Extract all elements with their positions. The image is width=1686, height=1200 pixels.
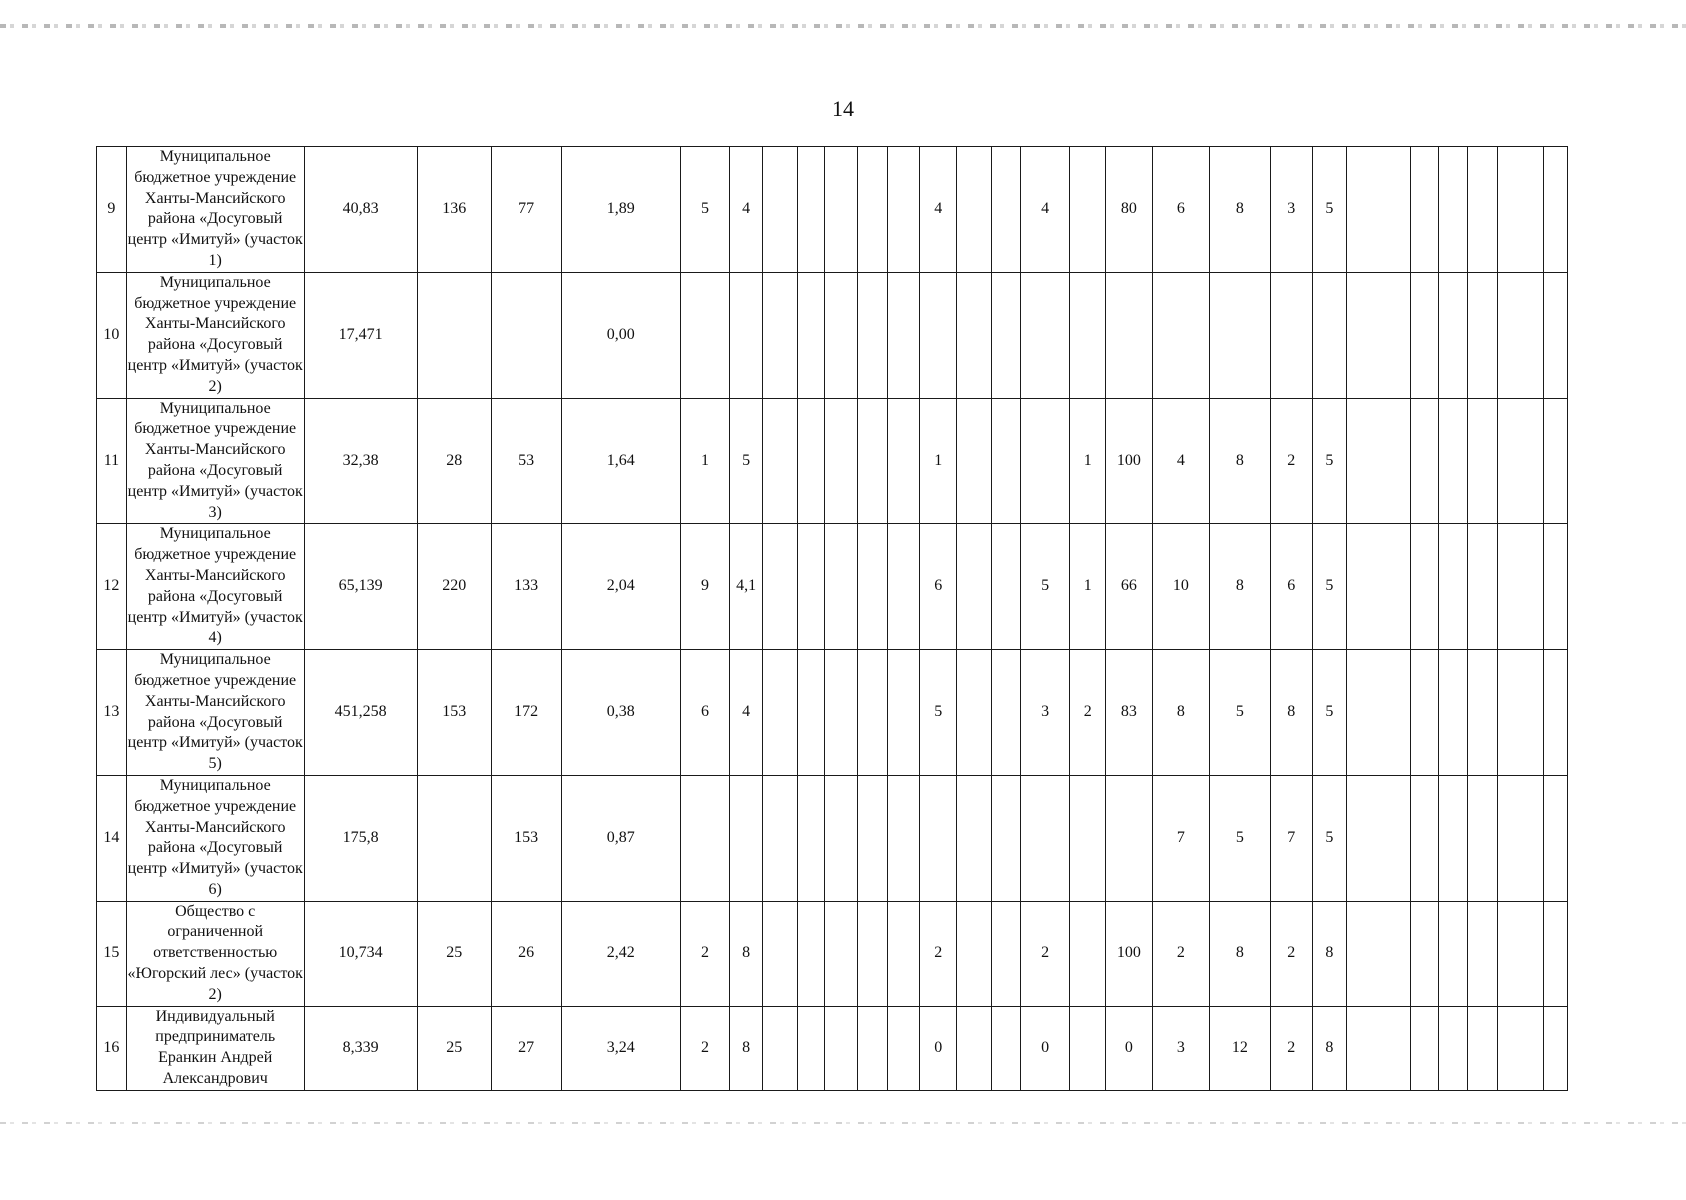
value-cell: 2 [1270, 901, 1312, 1006]
value-cell [1439, 147, 1468, 273]
value-cell: 153 [417, 650, 491, 776]
value-cell: 3 [1152, 1006, 1210, 1090]
value-cell [957, 524, 992, 650]
value-cell [824, 272, 857, 398]
value-cell [888, 901, 920, 1006]
value-cell: 1,89 [561, 147, 680, 273]
organization-name-cell: Индивидуальный предприниматель Еранкин Андрей Александрович [126, 1006, 304, 1090]
value-cell: 10,734 [304, 901, 417, 1006]
value-cell [1410, 272, 1439, 398]
value-cell [888, 398, 920, 524]
row-number-cell: 16 [97, 1006, 127, 1090]
value-cell [797, 147, 824, 273]
value-cell [1346, 1006, 1410, 1090]
data-table [96, 146, 1568, 1091]
value-cell [1497, 524, 1543, 650]
value-cell [857, 524, 888, 650]
row-number-cell: 11 [97, 398, 127, 524]
value-cell: 2 [1270, 398, 1312, 524]
value-cell: 77 [491, 147, 561, 273]
value-cell: 0,00 [561, 272, 680, 398]
value-cell [730, 775, 763, 901]
value-cell: 5 [1312, 650, 1346, 776]
value-cell: 5 [1312, 147, 1346, 273]
value-cell [824, 147, 857, 273]
value-cell [763, 1006, 798, 1090]
value-cell [1544, 775, 1568, 901]
value-cell [857, 147, 888, 273]
value-cell [1106, 272, 1152, 398]
value-cell [1410, 398, 1439, 524]
value-cell: 7 [1270, 775, 1312, 901]
value-cell [1346, 147, 1410, 273]
value-cell: 2 [1270, 1006, 1312, 1090]
value-cell: 3,24 [561, 1006, 680, 1090]
value-cell [857, 775, 888, 901]
value-cell: 65,139 [304, 524, 417, 650]
value-cell: 10 [1152, 524, 1210, 650]
value-cell [957, 1006, 992, 1090]
value-cell [1346, 398, 1410, 524]
value-cell: 2 [680, 901, 729, 1006]
value-cell [888, 1006, 920, 1090]
value-cell [730, 272, 763, 398]
value-cell [992, 901, 1021, 1006]
value-cell: 8 [1312, 1006, 1346, 1090]
value-cell: 83 [1106, 650, 1152, 776]
table-row [97, 901, 1568, 1006]
value-cell [920, 775, 957, 901]
value-cell [1439, 1006, 1468, 1090]
value-cell [824, 1006, 857, 1090]
value-cell [992, 398, 1021, 524]
value-cell: 4 [730, 650, 763, 776]
value-cell [857, 650, 888, 776]
table-row [97, 147, 1568, 273]
value-cell: 0 [1106, 1006, 1152, 1090]
value-cell [763, 272, 798, 398]
value-cell: 5 [1210, 650, 1271, 776]
value-cell [763, 398, 798, 524]
value-cell: 8 [1270, 650, 1312, 776]
value-cell [992, 1006, 1021, 1090]
value-cell: 3 [1270, 147, 1312, 273]
value-cell [680, 775, 729, 901]
value-cell [491, 272, 561, 398]
value-cell [1410, 775, 1439, 901]
value-cell [888, 650, 920, 776]
value-cell [763, 524, 798, 650]
scan-edge-bottom [0, 1122, 1686, 1124]
value-cell [1020, 272, 1069, 398]
value-cell: 25 [417, 1006, 491, 1090]
value-cell: 4 [1020, 147, 1069, 273]
value-cell: 1 [1070, 524, 1106, 650]
value-cell [1468, 524, 1498, 650]
value-cell: 5 [1020, 524, 1069, 650]
value-cell: 8 [730, 901, 763, 1006]
value-cell [1544, 147, 1568, 273]
value-cell [763, 901, 798, 1006]
value-cell: 0,38 [561, 650, 680, 776]
value-cell [1410, 650, 1439, 776]
value-cell [1497, 775, 1543, 901]
value-cell [992, 147, 1021, 273]
value-cell: 1 [1070, 398, 1106, 524]
value-cell [1439, 272, 1468, 398]
value-cell [1346, 901, 1410, 1006]
value-cell: 5 [730, 398, 763, 524]
value-cell: 5 [1312, 775, 1346, 901]
value-cell: 6 [920, 524, 957, 650]
value-cell [797, 1006, 824, 1090]
value-cell [763, 650, 798, 776]
value-cell: 2 [920, 901, 957, 1006]
value-cell [1346, 775, 1410, 901]
value-cell [1468, 398, 1498, 524]
value-cell: 17,471 [304, 272, 417, 398]
value-cell: 1 [920, 398, 957, 524]
value-cell [824, 775, 857, 901]
value-cell [797, 272, 824, 398]
row-number-cell: 9 [97, 147, 127, 273]
value-cell [797, 398, 824, 524]
row-number-cell: 13 [97, 650, 127, 776]
organization-name-cell: Муниципальное бюджетное учреждение Ханты-Мансийского района «Досуговый центр «Имитуй» (участок 3) [126, 398, 304, 524]
value-cell: 0,87 [561, 775, 680, 901]
value-cell [1439, 650, 1468, 776]
value-cell [1468, 147, 1498, 273]
value-cell: 133 [491, 524, 561, 650]
row-number-cell: 15 [97, 901, 127, 1006]
value-cell [1439, 524, 1468, 650]
value-cell: 4 [1152, 398, 1210, 524]
value-cell [824, 524, 857, 650]
value-cell: 28 [417, 398, 491, 524]
value-cell: 100 [1106, 901, 1152, 1006]
value-cell [1468, 1006, 1498, 1090]
value-cell [1020, 775, 1069, 901]
value-cell [1544, 650, 1568, 776]
value-cell [920, 272, 957, 398]
value-cell [1544, 524, 1568, 650]
value-cell [1346, 272, 1410, 398]
organization-name-cell: Общество с ограниченной ответственностью «Югорский лес» (участок 2) [126, 901, 304, 1006]
value-cell [797, 775, 824, 901]
value-cell: 12 [1210, 1006, 1271, 1090]
value-cell [1497, 650, 1543, 776]
value-cell [763, 775, 798, 901]
value-cell [824, 901, 857, 1006]
row-number-cell: 12 [97, 524, 127, 650]
value-cell [1070, 775, 1106, 901]
value-cell [957, 398, 992, 524]
value-cell: 27 [491, 1006, 561, 1090]
value-cell [1544, 272, 1568, 398]
value-cell [1439, 901, 1468, 1006]
value-cell: 2 [1020, 901, 1069, 1006]
value-cell [680, 272, 729, 398]
value-cell [1410, 901, 1439, 1006]
table-row [97, 272, 1568, 398]
organization-name-cell: Муниципальное бюджетное учреждение Ханты-Мансийского района «Досуговый центр «Имитуй» (участок 5) [126, 650, 304, 776]
value-cell [797, 901, 824, 1006]
value-cell: 8,339 [304, 1006, 417, 1090]
value-cell [1544, 398, 1568, 524]
value-cell: 8 [1152, 650, 1210, 776]
value-cell [992, 650, 1021, 776]
value-cell: 4,1 [730, 524, 763, 650]
value-cell [957, 775, 992, 901]
value-cell: 2 [680, 1006, 729, 1090]
value-cell [992, 524, 1021, 650]
table-row [97, 775, 1568, 901]
value-cell: 2,04 [561, 524, 680, 650]
value-cell: 153 [491, 775, 561, 901]
value-cell [857, 398, 888, 524]
value-cell: 1,64 [561, 398, 680, 524]
value-cell [1410, 524, 1439, 650]
value-cell: 4 [920, 147, 957, 273]
value-cell [992, 775, 1021, 901]
organization-name-cell: Муниципальное бюджетное учреждение Ханты-Мансийского района «Досуговый центр «Имитуй» (участок 4) [126, 524, 304, 650]
value-cell [824, 398, 857, 524]
value-cell: 25 [417, 901, 491, 1006]
value-cell: 136 [417, 147, 491, 273]
value-cell [1497, 1006, 1543, 1090]
scan-edge-top [0, 24, 1686, 28]
value-cell [797, 524, 824, 650]
value-cell: 9 [680, 524, 729, 650]
value-cell [1270, 272, 1312, 398]
value-cell: 80 [1106, 147, 1152, 273]
value-cell: 26 [491, 901, 561, 1006]
value-cell [1346, 650, 1410, 776]
value-cell [888, 775, 920, 901]
value-cell: 6 [680, 650, 729, 776]
value-cell: 7 [1152, 775, 1210, 901]
value-cell [1544, 901, 1568, 1006]
value-cell [1497, 398, 1543, 524]
value-cell [888, 147, 920, 273]
value-cell: 175,8 [304, 775, 417, 901]
value-cell: 2 [1070, 650, 1106, 776]
value-cell [1497, 147, 1543, 273]
value-cell: 8 [730, 1006, 763, 1090]
value-cell [1312, 272, 1346, 398]
value-cell [1152, 272, 1210, 398]
value-cell: 40,83 [304, 147, 417, 273]
table-row [97, 1006, 1568, 1090]
value-cell: 3 [1020, 650, 1069, 776]
row-number-cell: 10 [97, 272, 127, 398]
value-cell: 8 [1210, 901, 1271, 1006]
value-cell [1410, 1006, 1439, 1090]
value-cell [1497, 901, 1543, 1006]
value-cell [417, 775, 491, 901]
table-row [97, 650, 1568, 776]
value-cell: 4 [730, 147, 763, 273]
table-body [97, 147, 1568, 1091]
value-cell [417, 272, 491, 398]
value-cell [857, 1006, 888, 1090]
value-cell: 5 [920, 650, 957, 776]
value-cell: 100 [1106, 398, 1152, 524]
value-cell: 6 [1152, 147, 1210, 273]
value-cell [888, 272, 920, 398]
value-cell [1439, 398, 1468, 524]
value-cell [1346, 524, 1410, 650]
value-cell [1439, 775, 1468, 901]
value-cell: 0 [920, 1006, 957, 1090]
value-cell: 451,258 [304, 650, 417, 776]
value-cell [1468, 650, 1498, 776]
table-row [97, 524, 1568, 650]
value-cell [824, 650, 857, 776]
row-number-cell: 14 [97, 775, 127, 901]
value-cell [957, 272, 992, 398]
value-cell: 8 [1210, 524, 1271, 650]
value-cell: 32,38 [304, 398, 417, 524]
page-number: 14 [832, 96, 854, 121]
value-cell: 8 [1210, 398, 1271, 524]
value-cell [1468, 901, 1498, 1006]
value-cell [763, 147, 798, 273]
value-cell [1410, 147, 1439, 273]
value-cell [857, 272, 888, 398]
value-cell: 5 [1312, 398, 1346, 524]
value-cell: 5 [1210, 775, 1271, 901]
organization-name-cell: Муниципальное бюджетное учреждение Ханты-Мансийского района «Досуговый центр «Имитуй» (участок 1) [126, 147, 304, 273]
value-cell [1544, 1006, 1568, 1090]
value-cell: 66 [1106, 524, 1152, 650]
value-cell: 5 [680, 147, 729, 273]
value-cell [1497, 272, 1543, 398]
value-cell [888, 524, 920, 650]
value-cell [1070, 1006, 1106, 1090]
value-cell: 53 [491, 398, 561, 524]
value-cell: 8 [1210, 147, 1271, 273]
value-cell [992, 272, 1021, 398]
value-cell: 1 [680, 398, 729, 524]
value-cell: 5 [1312, 524, 1346, 650]
organization-name-cell: Муниципальное бюджетное учреждение Ханты-Мансийского района «Досуговый центр «Имитуй» (участок 6) [126, 775, 304, 901]
value-cell [1468, 775, 1498, 901]
value-cell [1210, 272, 1271, 398]
value-cell [1070, 272, 1106, 398]
value-cell [1468, 272, 1498, 398]
organization-name-cell: Муниципальное бюджетное учреждение Ханты-Мансийского района «Досуговый центр «Имитуй» (участок 2) [126, 272, 304, 398]
value-cell: 2 [1152, 901, 1210, 1006]
value-cell [1070, 147, 1106, 273]
value-cell: 8 [1312, 901, 1346, 1006]
value-cell [1106, 775, 1152, 901]
value-cell [857, 901, 888, 1006]
table-row [97, 398, 1568, 524]
value-cell [957, 901, 992, 1006]
value-cell: 0 [1020, 1006, 1069, 1090]
value-cell [797, 650, 824, 776]
value-cell: 6 [1270, 524, 1312, 650]
value-cell: 2,42 [561, 901, 680, 1006]
value-cell: 172 [491, 650, 561, 776]
value-cell [1070, 901, 1106, 1006]
value-cell [1020, 398, 1069, 524]
value-cell [957, 650, 992, 776]
value-cell [957, 147, 992, 273]
value-cell: 220 [417, 524, 491, 650]
